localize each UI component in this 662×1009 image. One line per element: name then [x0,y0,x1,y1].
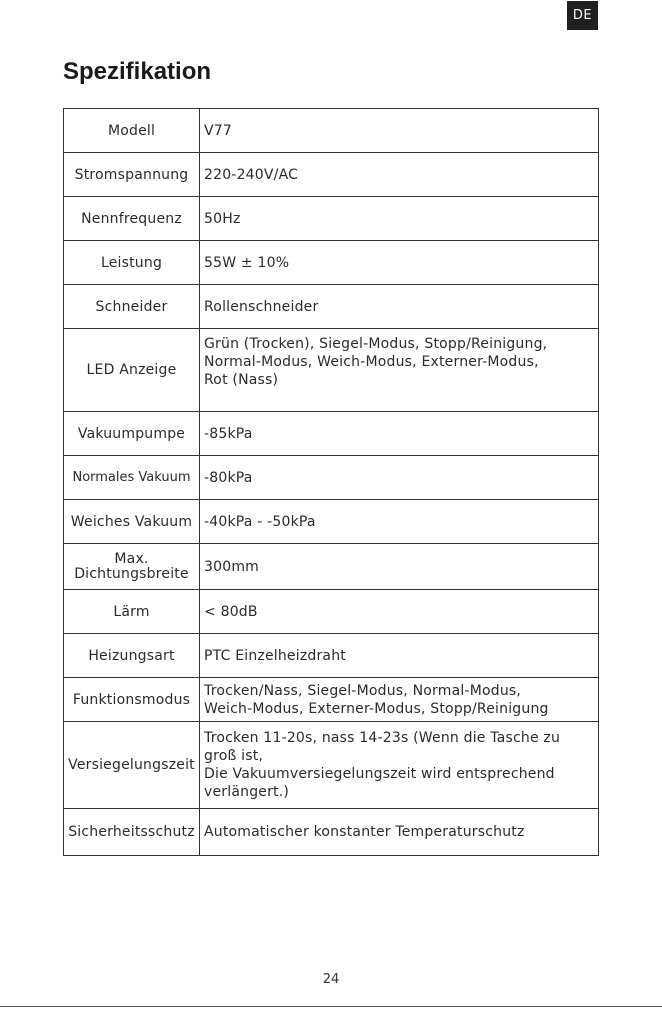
spec-value: 50Hz [200,197,599,241]
spec-row-nennfrequenz [64,197,599,241]
spec-label: Lärm [64,590,200,634]
spec-value: -80kPa [200,456,599,500]
spec-row-led-anzeige [64,329,599,412]
spec-row-funktionsmodus [64,678,599,722]
spec-label: Heizungsart [64,634,200,678]
spec-table [63,108,599,856]
spec-label: Nennfrequenz [64,197,200,241]
page-title: Spezifikation [63,58,212,85]
spec-label: Vakuumpumpe [64,412,200,456]
spec-value: Trocken 11-20s, nass 14-23s (Wenn die Tasche zu groß ist, Die Vakuumversiegelungszeit wird entsprechend verlängert.) [200,722,599,809]
spec-value: PTC Einzelheizdraht [200,634,599,678]
spec-value: Rollenschneider [200,285,599,329]
spec-label: Schneider [64,285,200,329]
spec-label: Normales Vakuum [64,456,200,500]
spec-value: -85kPa [200,412,599,456]
spec-row-modell [64,109,599,153]
spec-value: Automatischer konstanter Temperaturschutz [200,809,599,856]
language-badge: DE [567,1,598,30]
spec-value: 300mm [200,544,599,590]
spec-value: 220-240V/AC [200,153,599,197]
spec-row-leistung [64,241,599,285]
spec-row-schneider [64,285,599,329]
spec-label: Sicherheitsschutz [64,809,200,856]
spec-label: Stromspannung [64,153,200,197]
spec-row-laerm [64,590,599,634]
spec-row-normales-vakuum [64,456,599,500]
spec-value: 55W ± 10% [200,241,599,285]
spec-row-weiches-vakuum [64,500,599,544]
spec-value: V77 [200,109,599,153]
spec-value: Trocken/Nass, Siegel-Modus, Normal-Modus, Weich-Modus, Externer-Modus, Stopp/Reinigung [200,678,599,722]
spec-value: Grün (Trocken), Siegel-Modus, Stopp/Reinigung, Normal-Modus, Weich-Modus, Externer-Modus, Rot (Nass) [200,329,599,412]
spec-row-heizungsart [64,634,599,678]
spec-label: Max. Dichtungsbreite [64,544,200,590]
spec-value: < 80dB [200,590,599,634]
spec-label: Versiegelungszeit [64,722,200,809]
spec-label: Weiches Vakuum [64,500,200,544]
spec-row-stromspannung [64,153,599,197]
spec-label: LED Anzeige [64,329,200,412]
spec-row-sicherheitsschutz [64,809,599,856]
spec-label: Leistung [64,241,200,285]
spec-label: Modell [64,109,200,153]
spec-row-versiegelungszeit [64,722,599,809]
spec-row-dichtungsbreite [64,544,599,590]
spec-value: -40kPa - -50kPa [200,500,599,544]
spec-label: Funktionsmodus [64,678,200,722]
page-number: 24 [322,972,340,987]
spec-row-vakuumpumpe [64,412,599,456]
bottom-divider [0,1006,662,1007]
